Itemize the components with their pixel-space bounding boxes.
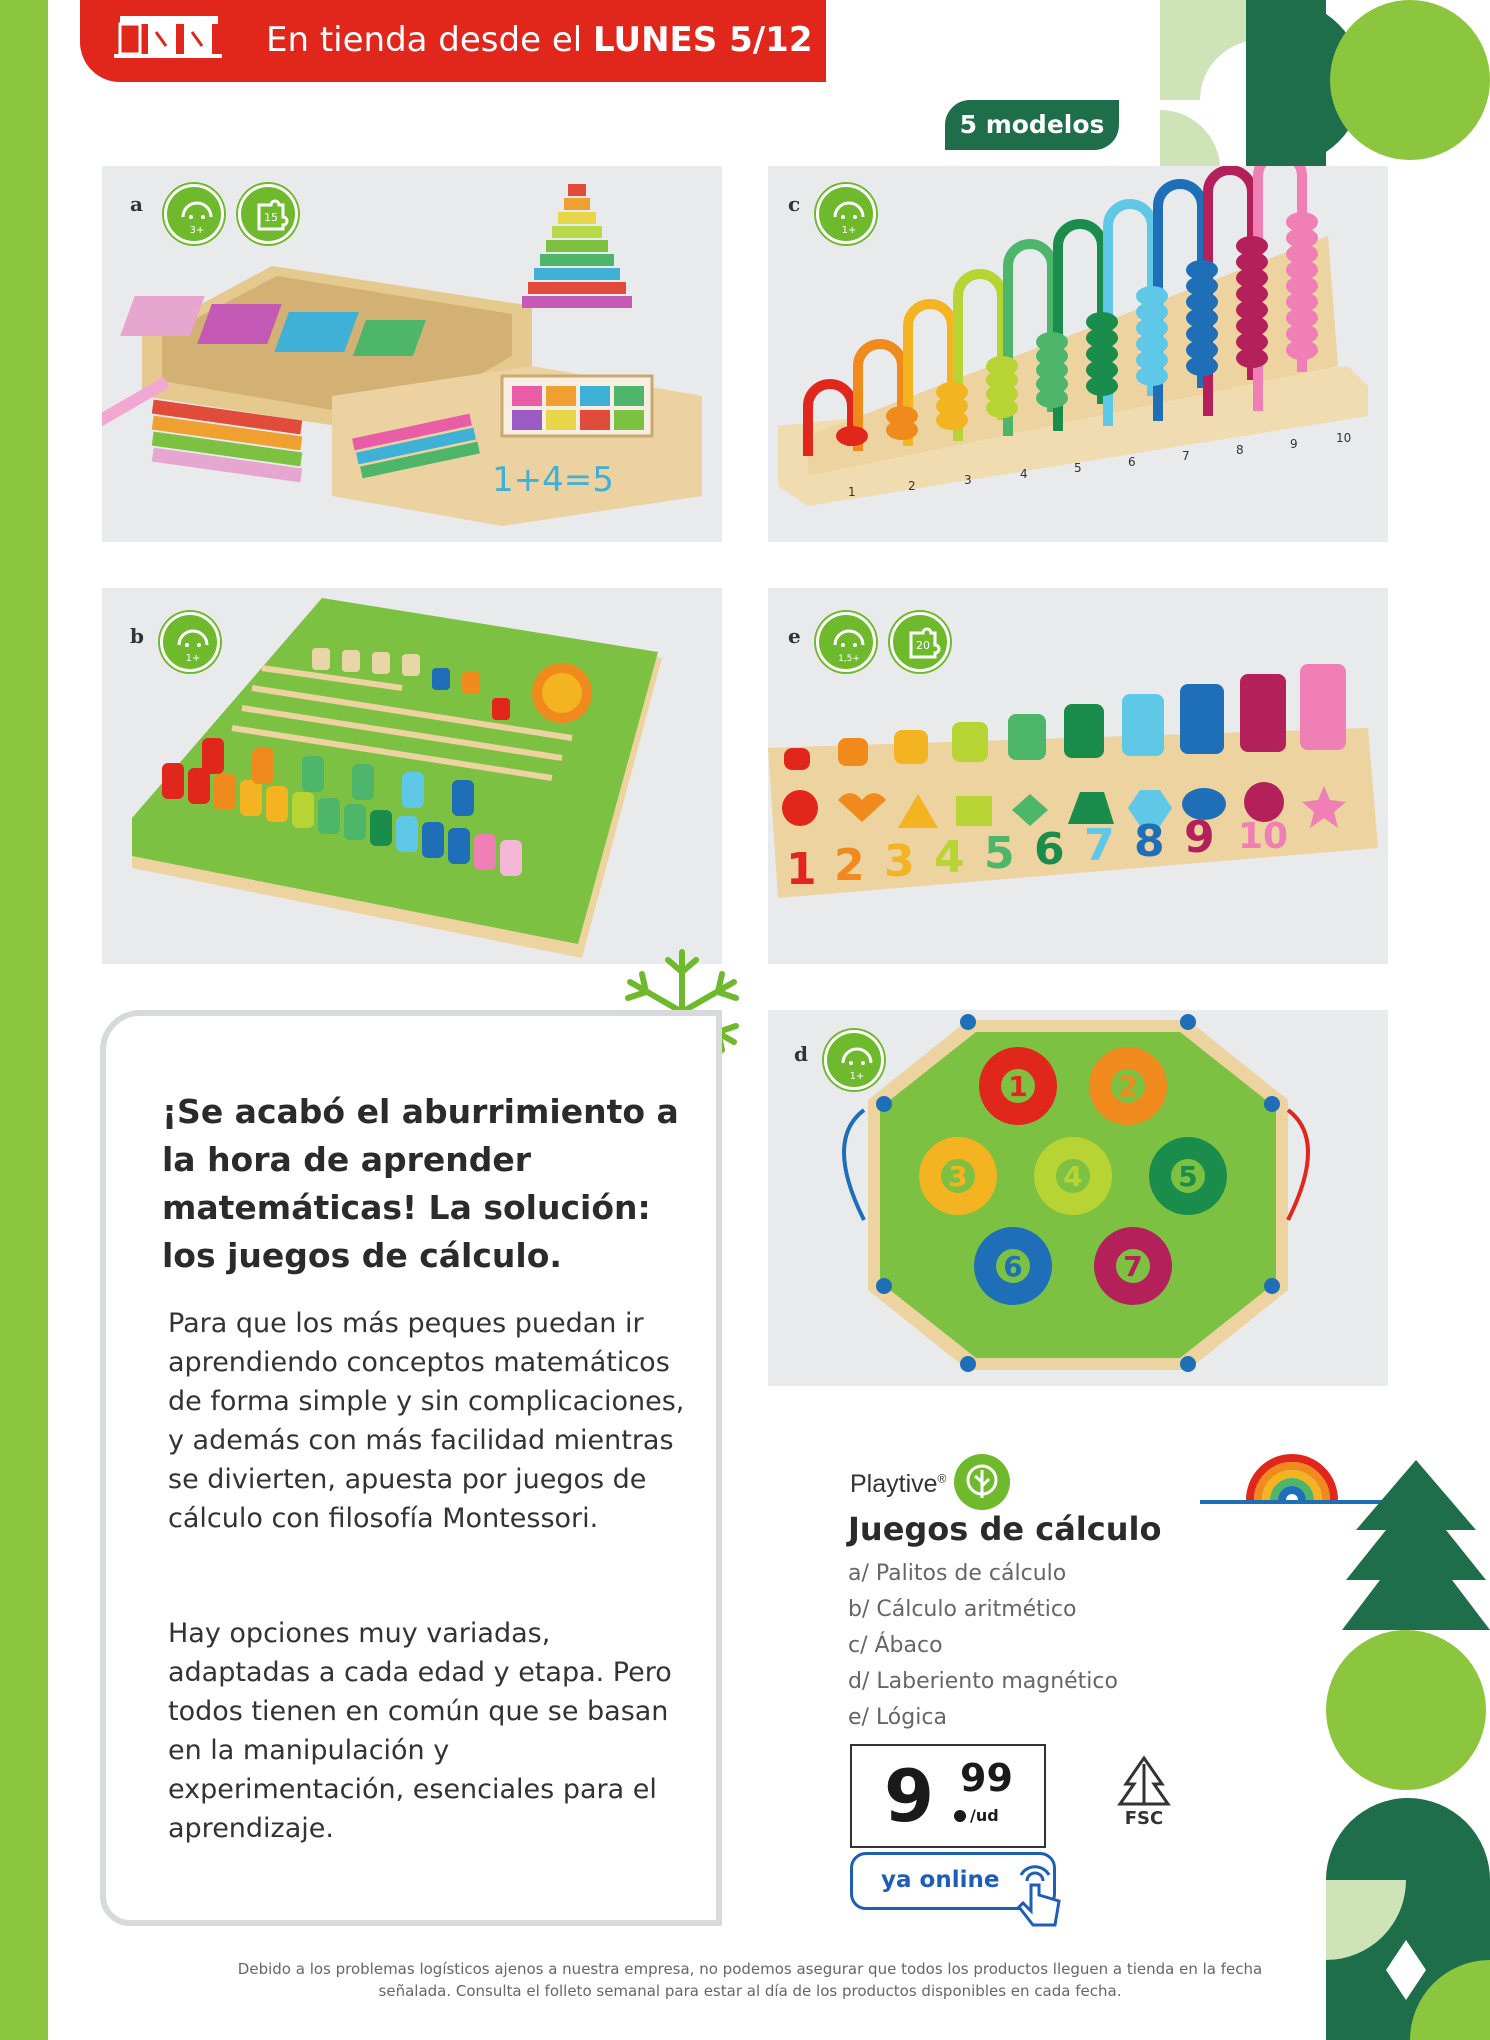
body-paragraph-2: Hay opciones muy variadas, adaptadas a cada edad y etapa. Pero todos tienen en común que se basan en la manipulación y experimentación, esenciales para el aprendizaje. (168, 1618, 672, 1844)
storefront-icon (112, 12, 222, 60)
variant-item: c/ Ábaco (848, 1633, 943, 1658)
store-date-banner (80, 0, 826, 82)
svg-text:8: 8 (1134, 816, 1165, 867)
wooden-counting-sticks-image (102, 166, 722, 542)
ya-online-button[interactable] (850, 1852, 1056, 1910)
svg-text:10: 10 (1238, 816, 1289, 857)
svg-text:7: 7 (1182, 449, 1190, 463)
svg-text:7: 7 (1123, 1250, 1143, 1283)
hand-click-icon (1003, 1861, 1073, 1931)
pieces-text-e: 20 (916, 639, 930, 652)
price-integer: 9 (884, 1754, 932, 1838)
panel-label-d: d (794, 1042, 808, 1066)
product-panel-b (102, 588, 722, 964)
age-text-d: 1+ (849, 1071, 865, 1082)
variant-item: b/ Cálculo aritmético (848, 1597, 1077, 1622)
svg-text:5: 5 (1074, 461, 1082, 475)
svg-text:5: 5 (1178, 1160, 1198, 1193)
pieces-text-a: 15 (264, 211, 278, 224)
panel-label-a: a (130, 192, 143, 216)
magnetic-maze-image (768, 1010, 1388, 1386)
product-title: Juegos de cálculo (848, 1510, 1162, 1548)
brand-text: Playtive (850, 1470, 938, 1498)
variant-item: d/ Laberiento magnético (848, 1669, 1118, 1694)
banner-text (266, 20, 812, 60)
disclaimer: Debido a los problemas logísticos ajenos a nuestra empresa, no podemos asegurar que todos los productos lleguen a tienda en la fecha señalada. Consulta el folleto semanal para estar al día de los productos disponibles en cada fecha. (237, 1960, 1263, 2000)
panel-label-e: e (788, 624, 801, 648)
product-panel-a (102, 166, 722, 542)
svg-text:7: 7 (1084, 820, 1115, 871)
price-dot (954, 1810, 966, 1822)
ya-online-label: ya online (881, 1867, 1000, 1893)
age-text-c: 1+ (841, 225, 857, 236)
svg-text:5: 5 (984, 828, 1015, 879)
wooden-abacus-image (768, 166, 1388, 542)
fsc-logo (1112, 1754, 1176, 1840)
svg-text:6: 6 (1003, 1250, 1023, 1283)
svg-text:3: 3 (948, 1160, 968, 1193)
fsc-text: FSC (1124, 1808, 1164, 1829)
panel-label-c: c (788, 192, 801, 216)
variant-item: e/ Lógica (848, 1705, 947, 1730)
panel-label-b: b (130, 624, 144, 648)
headline: ¡Se acabó el aburrimiento a la hora de aprender matemáticas! La solución: los juegos de cálculo. (162, 1092, 679, 1275)
decorative-shapes-right (1326, 1460, 1490, 2040)
logic-board-image (768, 588, 1388, 964)
svg-text:4: 4 (1020, 467, 1028, 481)
price-decimals: 99 (960, 1756, 1013, 1800)
svg-text:10: 10 (1336, 431, 1352, 445)
svg-text:4: 4 (1063, 1160, 1083, 1193)
brand-registered-mark: ® (937, 1471, 947, 1486)
age-text-a: 3+ (189, 225, 205, 236)
variant-list (848, 1556, 1118, 1736)
price-box (850, 1744, 1046, 1848)
banner-prefix: En tienda desde el (266, 20, 594, 60)
product-panel-e (768, 588, 1388, 964)
svg-text:1: 1 (848, 485, 856, 499)
equation-text: 1+4=5 (492, 460, 614, 500)
svg-text:2: 2 (908, 479, 916, 493)
price-unit: /ud (970, 1806, 999, 1825)
svg-text:9: 9 (1290, 437, 1298, 451)
banner-date: LUNES 5/12 (593, 20, 813, 60)
svg-text:1: 1 (786, 844, 817, 895)
product-panel-d (768, 1010, 1388, 1386)
product-panel-c (768, 166, 1388, 542)
age-text-e: 1,5+ (838, 654, 860, 664)
svg-text:3: 3 (884, 836, 915, 887)
svg-text:4: 4 (934, 832, 965, 883)
svg-text:3: 3 (964, 473, 972, 487)
svg-text:2: 2 (1118, 1070, 1138, 1103)
variant-item: a/ Palitos de cálculo (848, 1561, 1067, 1586)
svg-text:8: 8 (1236, 443, 1244, 457)
svg-text:9: 9 (1184, 812, 1215, 863)
left-accent-strip (0, 0, 48, 2040)
arithmetic-board-image (102, 588, 722, 964)
body-paragraph-1: Para que los más peques puedan ir aprendiendo conceptos matemáticos de forma simple y sin complicaciones, y además con más facilidad mientras se divierten, apuesta por juegos de cálculo con filosofía Montessori. (168, 1308, 685, 1534)
tree-eco-icon (952, 1452, 1012, 1512)
svg-text:1: 1 (1008, 1070, 1028, 1103)
decorative-shapes-top (1160, 0, 1490, 166)
models-badge: 5 modelos (945, 100, 1119, 150)
brand-name (850, 1470, 946, 1499)
svg-text:2: 2 (834, 840, 865, 891)
svg-text:6: 6 (1034, 824, 1065, 875)
age-text-b: 1+ (185, 653, 201, 664)
svg-text:6: 6 (1128, 455, 1136, 469)
